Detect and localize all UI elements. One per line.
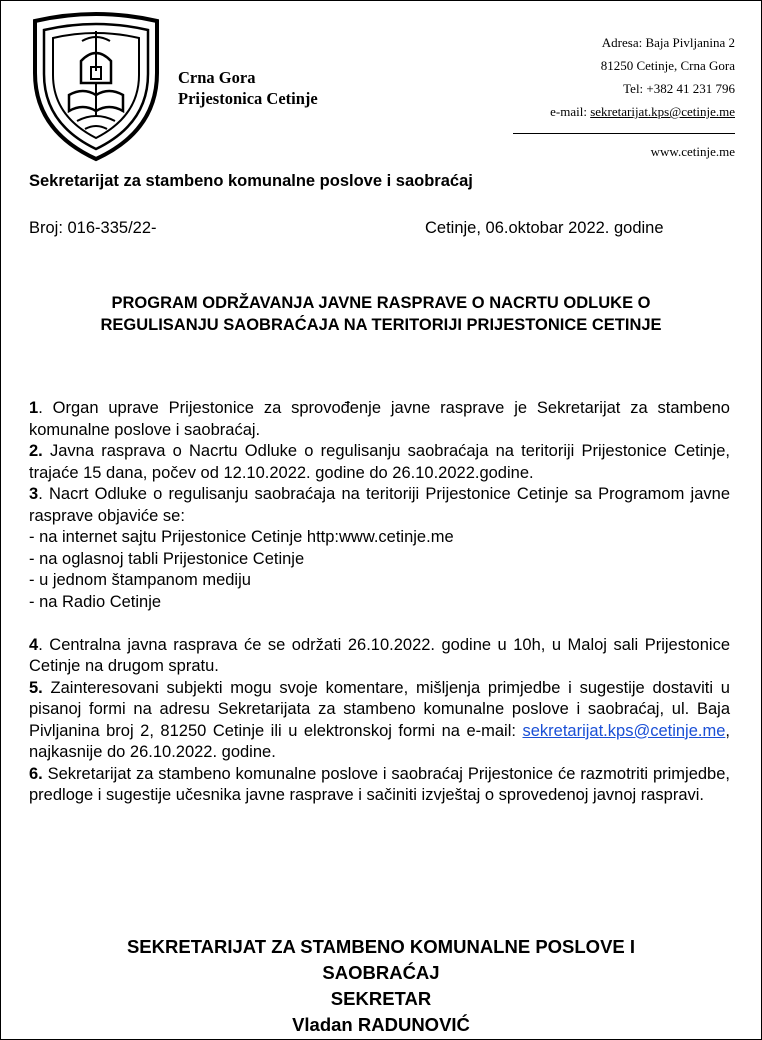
department-heading: Sekretarijat za stambeno komunalne poslove i saobraćaj	[29, 172, 473, 190]
organization-name	[178, 67, 318, 109]
address: Adresa: Baja Pivljanina 2	[601, 35, 735, 50]
item-3-text: . Nacrt Odluke o regulisanju saobraćaja na teritoriji Prijestonice Cetinje sa Programom javne rasprave objaviće se:	[29, 485, 730, 525]
contact-divider	[513, 133, 735, 134]
org-line-1: Crna Gora	[178, 68, 256, 87]
email-link[interactable]: sekretarijat.kps@cetinje.me	[590, 104, 735, 119]
footer-line-2: SAOBRAĆAJ	[322, 962, 440, 983]
email-label: e-mail:	[550, 104, 591, 119]
item-2	[29, 441, 730, 484]
spacer	[29, 613, 730, 635]
reference-number: Broj: 016-335/22-	[29, 219, 157, 237]
title-line-2: REGULISANJU SAOBRAĆAJA NA TERITORIJI PRIJESTONICE CETINJE	[100, 316, 662, 334]
footer-line-1: SEKRETARIJAT ZA STAMBENO KOMUNALNE POSLOVE I	[126, 936, 636, 957]
item-6	[29, 764, 730, 807]
item-5-text: Zainteresovani subjekti mogu svoje komentare, mišljenja primjedbe i sugestije dostaviti u pisanoj formi na adresu Sekretarijata za stambeno komunalne poslove i saobraćaj, ul. Baja Pivljanina broj 2, 81250 Cetinje ili u elektronskoj formi na e-mail:	[29, 678, 730, 740]
item-6-number: 6.	[29, 764, 43, 783]
coat-of-arms-icon	[29, 11, 163, 163]
document-date: Cetinje, 06.oktobar 2022. godine	[425, 219, 664, 237]
list-item: - na Radio Cetinje	[29, 592, 162, 611]
list-item: - u jednom štampanom mediju	[29, 571, 251, 589]
item-5-email-link[interactable]: sekretarijat.kps@cetinje.me	[522, 721, 726, 740]
item-2-text: Javna rasprava o Nacrtu Odluke o regulisanju saobraćaja na teritoriji Prijestonice Cetinje, trajaće 15 dana, počev od 12.10.2022. godine do 26.10.2022.godine.	[29, 442, 730, 482]
item-6-text: Sekretarijat za stambeno komunalne poslove i saobraćaj Prijestonice će razmotriti primjedbe, predloge i sugestije učesnika javne rasprave i sačiniti izvještaj o sprovedenoj javnoj raspravi.	[29, 764, 730, 804]
list-item: - na internet sajtu Prijestonice Cetinje http:www.cetinje.me	[29, 528, 454, 546]
item-5-number: 5.	[29, 678, 43, 697]
contact-block	[550, 31, 735, 123]
list-item: - na oglasnoj tabli Prijestonice Cetinje	[29, 549, 305, 568]
item-5-text-end: , najkasnije do 26.10.2022. godine.	[29, 721, 730, 761]
document-title	[31, 292, 731, 336]
footer-line-3: SEKRETAR	[330, 988, 432, 1009]
item-2-number: 2.	[29, 442, 43, 460]
item-4-text: . Centralna javna rasprava će se održati 26.10.2022. godine u 10h, u Maloj sali Prijestonice Cetinje na drugom spratu.	[29, 635, 730, 675]
title-line-1: PROGRAM ODRŽAVANJA JAVNE RASPRAVE O NACRTU ODLUKE O	[111, 294, 651, 312]
document-body	[29, 398, 730, 807]
signature-block	[31, 934, 731, 1038]
item-1-number: 1	[29, 399, 39, 417]
org-line-2: Prijestonica Cetinje	[178, 89, 318, 108]
city: 81250 Cetinje, Crna Gora	[600, 58, 735, 73]
item-3-number: 3	[29, 485, 39, 503]
phone: Tel: +382 41 231 796	[623, 81, 735, 96]
item-1-text: . Organ uprave Prijestonice za sprovođenje javne rasprave je Sekretarijat za stambeno komunalne poslove i saobraćaj.	[29, 399, 730, 439]
item-5	[29, 678, 730, 764]
website-link[interactable]: www.cetinje.me	[650, 144, 735, 159]
email-row	[550, 100, 735, 123]
item-4	[29, 635, 730, 678]
item-4-number: 4	[29, 635, 39, 654]
signatory-name: Vladan RADUNOVIĆ	[292, 1014, 470, 1035]
item-1	[29, 398, 730, 441]
item-3	[29, 484, 730, 527]
